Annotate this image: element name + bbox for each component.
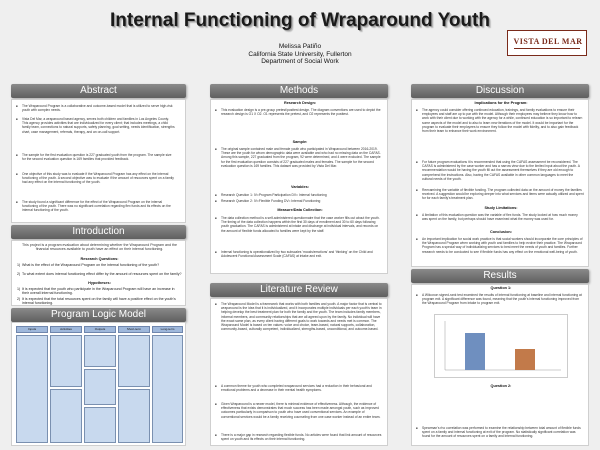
logic-model-short-term-box	[118, 335, 150, 387]
logic-model-inputs-box	[16, 335, 48, 443]
discussion-bullet: ■ Reexamining the variable of flexible funding. The program collected data on the amount of money the families received. A suggestion would be exploring deeper into what services and items were actually utilized and spent for for each family's treatment plan.	[416, 188, 584, 201]
logic-model-column-header: Activities	[50, 326, 82, 333]
literature-bullet: ■ There is a major gap in research regarding flexible funds. No articles were found that link amount of resources spent on youth and its effects on their internal functioning.	[215, 433, 383, 446]
sample-heading: Sample:	[292, 140, 308, 144]
abstract-bullet: ■ The sample for the first evaluation question is 227 graduated youth from the program. The sample size for the second evaluation question is 169 families that provided feedback.	[16, 153, 176, 166]
results-chart-1-svg	[435, 315, 567, 377]
poster-title: Internal Functioning of Wraparound Youth	[110, 10, 490, 31]
conclusion-text: ■ An important implication for social work practice is that social workers should incorporate the core principles of the Wraparound Program when working with youth and families to help evolve their practice. The Wraparound Program has a special way of individualizing services to best meet the needs of youth and families. Further research needs to be conducted to see if flexible funds has any effect on the emotional well-being of youth.	[416, 237, 584, 264]
measure-item: ■ Internal functioning is operationalized by two subscales 'moods/emotions' and 'thinking' on the Child and Adolescent Functional Assessment Scale (CAFAS) at intake and exit.	[215, 250, 383, 268]
literature-review-panel	[210, 298, 388, 446]
hypothesis-item: 2) It is expected that the total resources spent on the family will have a positive effect on the youth's internal functioning.	[17, 297, 176, 306]
measure-heading: Measure/Data Collection:	[277, 208, 323, 212]
research-design-text: ■ This evaluation design is a pre-group pretest/posttest design. The diagram conventions are used to depict the research design is O1 X O2. O1 represents the pretest, and O2 represents the posttest.	[215, 108, 383, 121]
research-question-text: What is the effect of the Wraparound Program on the internal functioning of the youth?	[22, 263, 160, 267]
results-chart-1	[434, 314, 568, 378]
author-name: Melissa Patiño	[278, 43, 322, 50]
research-question-item: 2) To what extent does internal functioning effect differ by the amount of resources spent on the family?	[17, 272, 182, 276]
abstract-panel	[11, 99, 186, 223]
conclusion-heading: Conclusion:	[490, 230, 512, 234]
research-design-heading: Research Design:	[283, 101, 317, 105]
results-panel	[411, 284, 589, 446]
department-name: Department of Social Work	[261, 58, 339, 65]
discussion-bullet: ■ The agency could consider offering continued education, trainings, and family evaluations to ensure their employees and staff are up to par with the model. Although their employees may believe they know how to work with their client due to working with the agency for a while, continued education is so important to relearn some aspects of the model and to also to learn new iterations of the model. It would be important for the program to evaluate their employees to ensure they follow the model with fidelity, and to also gain feedback from their team to enhance their work environment.	[416, 108, 584, 146]
literature-bullet: ■ Given Wraparound is a newer model, there is minimal evidence of effectiveness. Although, the evidence of effectiveness that exists demonstrates that much success has been made amongst youth, such as improved outcomes particularly in comparison to youth who have used conventional services. An example of conventional services would be a family receiving counseling from one case worker instead of an entire team.	[215, 402, 383, 428]
literature-bullet: ■ The Wraparound Model is a framework that works with both families and youth. A major factor that is central to wraparound is the idea that it is individualized, and it incorporates multiple individuals per each youth's team in helping develop the best treatment plan for both the family and the youth. The team includes family members, informal members, and community relationships that are all agreed upon by the family. No individual will have the exact same plan, as every client having different goals to work towards and needs met is common. The Wraparound Model is based on ten values: voice and choice, team-based, natural supports, collaboration, community-based, culturally competent, individualized, strengths-based, unconditional, and outcome-based.	[215, 302, 383, 358]
abstract-banner: Abstract	[11, 84, 186, 98]
hypotheses-heading: Hypotheses:	[88, 281, 111, 285]
logic-model-banner: Program Logic Model	[11, 308, 186, 322]
measure-item: ■ The data collection method is a self-administered questionnaire that the case worker fills out about the youth. The timing of the data collection happens within the first 30 days of enrollment and 30 to 60 days following youth graduation. The CAFAS is administered at intake and discharge at individual intervals, and records on the amount of flexible funds allocated to families were kept by the staff.	[215, 216, 383, 246]
variable-item: ■ Research Question 1: IV=Program Participation DV= Internal functioning	[215, 193, 383, 198]
logic-model-column-header: Outputs	[84, 326, 116, 333]
university-name: California State University, Fullerton	[248, 50, 352, 58]
question-1-text: ■ A Wilcoxon signed-rank test examined the results of internal functioning at baseline and internal functioning at program exit. A significant difference was found, meaning that the youth's internal functioning improved from the Wraparound Program from intake to program exit.	[416, 293, 584, 311]
discussion-banner: Discussion	[411, 84, 589, 98]
logic-model-column-header: Inputs	[16, 326, 48, 333]
question-2-heading: Question 2:	[490, 384, 512, 388]
discussion-bullet: ■ For future program evaluations it is recommended that using the CAFAS assessment be reconsidered. The CAFAS is administered by the case worker and has a narrow view due to the limited input about the youth. A recommendation would be having the youth fill out the assessment themselves if they are old enough to comprehend the instructions. Also, having the CAFAS available in other common languages to meet the cultural needs of the youth.	[416, 160, 584, 182]
logo-divider	[514, 48, 580, 49]
hypothesis-item: 1) It is expected that the youth who participate in the Wraparound Program will have an increase in their overall internal functioning.	[17, 287, 175, 296]
logic-model-long-term-box	[152, 335, 183, 443]
vista-del-mar-logo	[507, 30, 587, 56]
intro-paragraph: This project is a program evaluation about determining whether the Wraparound Program and the financial resources available to youth have an effect on their internal functioning.	[22, 243, 177, 252]
sample-text: ■ The original sample contained male and female youth who participated in Wraparound between 2016-2019. These are the youth for whom demographic data were available and who had no missing data on the CAFAS. Among this sample, 227 graduated from the program, 92 were determined, and 4 were excluded. The sample for the first evaluation question consists of 227 graduated males and females. The sample for the second evaluation question is 169 families. This dataset was provided by Vista Del Mar.	[215, 147, 383, 181]
logic-model-short-term-box	[118, 389, 150, 443]
abstract-bullet: ■ One objective of this study was to evaluate if the Wraparound Program has any effect on the internal functioning of the youth. A second objective was to evaluate if the amount of resources spent on a family had any effect on the internal functioning of the youth.	[16, 172, 176, 194]
implications-heading: Implications for the Program:	[474, 101, 528, 105]
methods-panel	[210, 99, 388, 274]
study-limitations-heading: Study Limitations:	[484, 206, 518, 210]
research-question-text: To what extent does internal functioning effect differ by the amount of resources spent on the family?	[22, 272, 182, 276]
logo-text: VISTA DEL MAR	[513, 37, 583, 46]
abstract-bullet: ■ The Wraparound Program is a collaborative and outcome-based model that is utilized to serve high-risk youth with complex needs.	[16, 104, 176, 113]
abstract-bullet: ■ Vista Del Mar, a wraparound based agency, serves both children and families in Los Angeles County. This agency provides activities that are individualized for every client; that includes meetings, a child family team, connections to natural supports, safety planning, goal setting, needs identification, strengths chart, case management, referrals, therapy, and an on-call support.	[16, 117, 176, 147]
logic-model-column-header: Long-term	[152, 326, 183, 333]
literature-bullet: ■ A common theme for youth who completed wraparound services had a reduction in their behavioral and emotional problems and a decrease in their mental health symptoms.	[215, 384, 383, 397]
variables-heading: Variables:	[291, 185, 309, 189]
methods-banner: Methods	[210, 84, 388, 98]
hypothesis-text: It is expected that the youth who participate in the Wraparound Program will have an increase in their overall internal functioning.	[22, 287, 175, 296]
logic-model-outputs-box	[84, 407, 116, 443]
research-questions-heading: Research Questions:	[80, 257, 119, 261]
research-question-item: 1) What is the effect of the Wraparound Program on the internal functioning of the youth?	[17, 263, 160, 267]
results-banner: Results	[411, 269, 589, 283]
hypothesis-text: It is expected that the total resources spent on the family will have a positive effect on the youth's internal functioning.	[22, 297, 176, 306]
logic-model-column-header: Short-term	[118, 326, 150, 333]
logic-model-activities-box	[50, 389, 82, 443]
literature-review-banner: Literature Review	[210, 283, 388, 297]
logic-model-panel	[11, 322, 186, 446]
logic-model-outputs-box	[84, 369, 116, 405]
discussion-panel	[411, 99, 589, 267]
logic-model-activities-box	[50, 335, 82, 387]
question-2-text: ■ Spearman's rho correlation was performed to examine the relationship between total amount of flexible funds spent on a family and internal functioning at exit of the program. No statistically significant correlation was found for the amount of resources spent on a family and internal functioning.	[416, 426, 584, 444]
abstract-bullet: ■ The study found a significant difference for the effect of the Wraparound Program on the internal functioning of the youth. There was no significant correlation regarding flex funds and its effects on the internal functioning of the youth.	[16, 200, 176, 218]
study-limitations-text: ■ A limitation of this evaluation question was the variable of flex funds. The study looked at how much money was spent on the family, but perhaps should have examined what the money was used for.	[416, 213, 584, 226]
logic-model-outputs-box	[84, 335, 116, 367]
introduction-banner: Introduction	[11, 225, 186, 239]
question-1-heading: Question 1:	[490, 286, 512, 290]
variable-item: ■ Research Question 2: IV=Flexible Funding DV= Internal Functioning	[215, 199, 383, 204]
introduction-panel	[11, 240, 186, 306]
